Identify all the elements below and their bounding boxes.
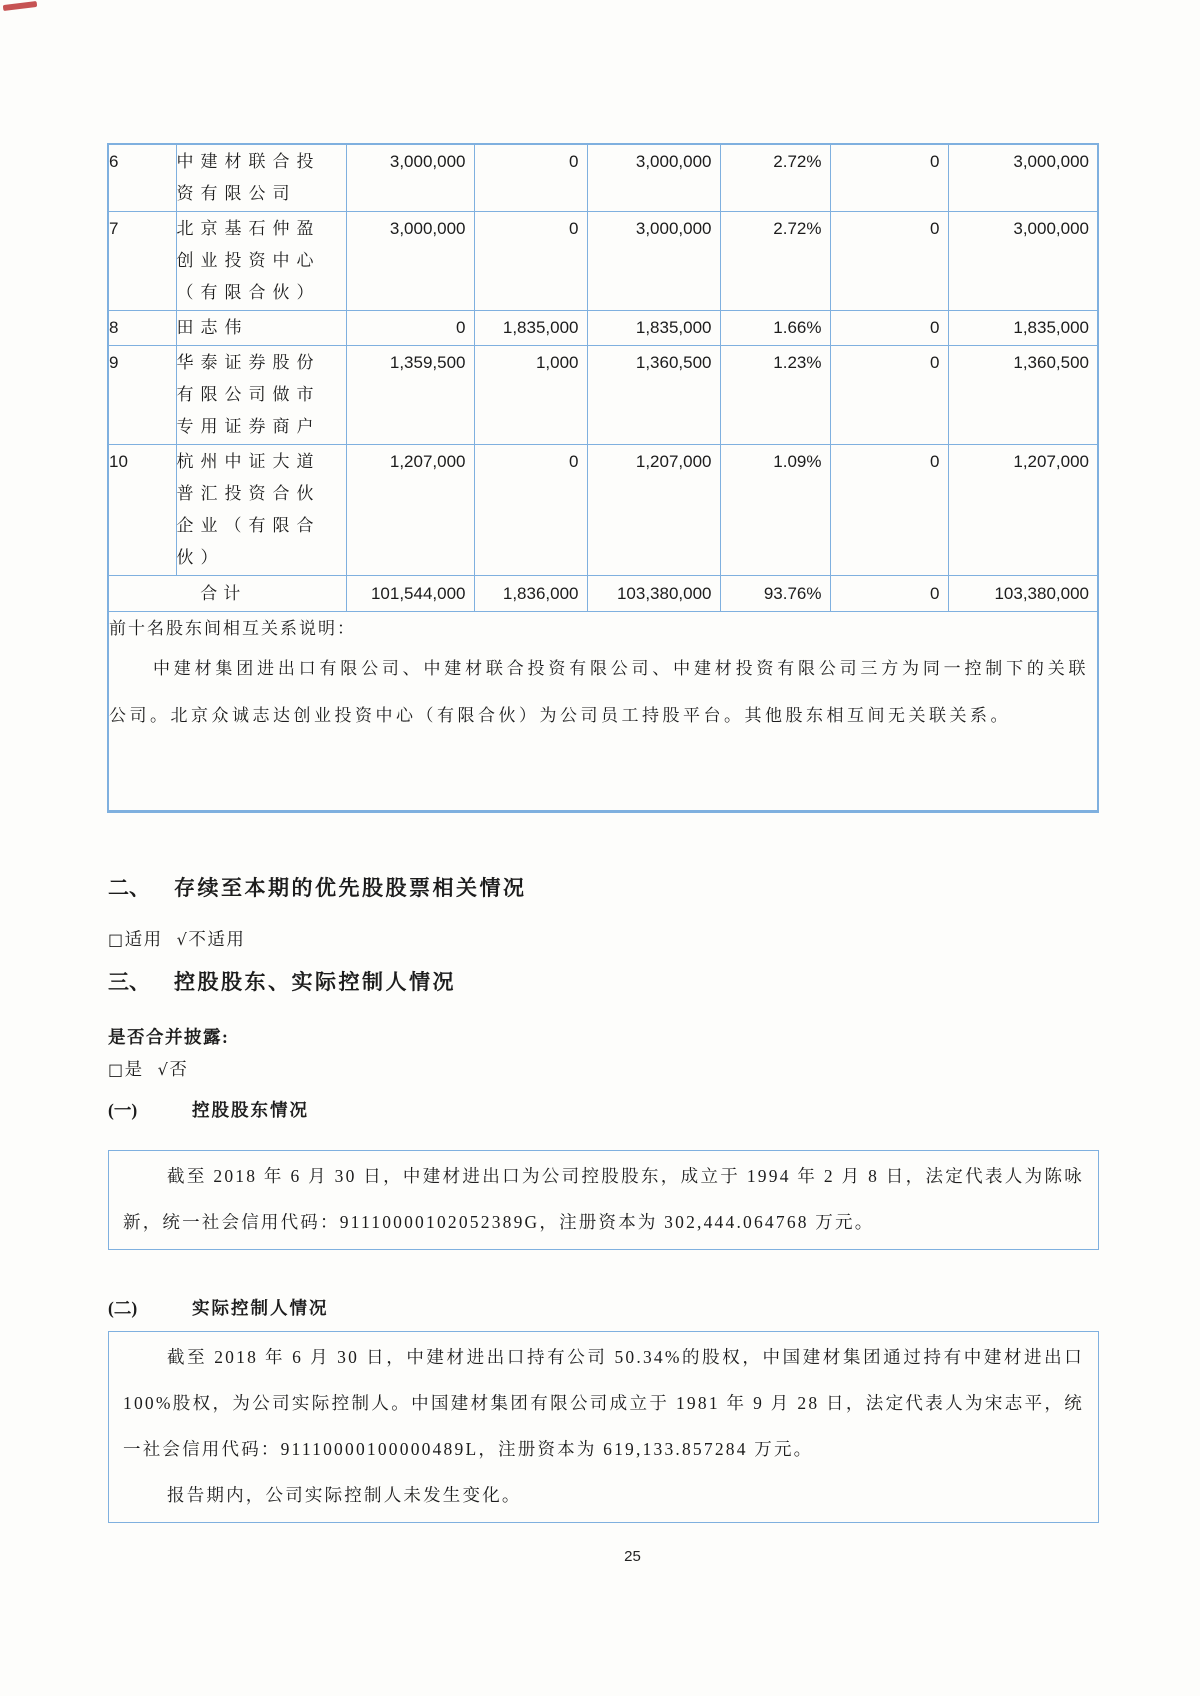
- table-row: [108, 445, 1098, 576]
- actual-controller-box: [108, 1331, 1099, 1523]
- total-row: [108, 576, 1098, 612]
- rank-cell: 6: [108, 144, 176, 212]
- section-3-title: 控股股东、实际控制人情况: [174, 970, 456, 994]
- value-cell: 1,000: [474, 346, 587, 445]
- section-3-2-heading: [108, 1295, 329, 1320]
- total-value-cell: 101,544,000: [346, 576, 474, 612]
- shareholder-name-cell: 田志伟: [176, 311, 346, 346]
- shareholder-name-cell: 杭州中证大道普汇投资合伙企业（有限合伙）: [176, 445, 346, 576]
- rank-cell: 10: [108, 445, 176, 576]
- section-3-1-number: (一): [108, 1100, 138, 1120]
- top-shareholders-table-wrap: [107, 143, 1099, 813]
- total-value-cell: 0: [830, 576, 948, 612]
- value-cell: 0: [474, 212, 587, 311]
- note-title: 前十名股东间相互关系说明：: [109, 619, 356, 638]
- no-label: 否: [169, 1059, 189, 1079]
- page-number: 25: [624, 1548, 641, 1565]
- table-row: [108, 311, 1098, 346]
- section-2-title: 存续至本期的优先股股票相关情况: [174, 876, 527, 900]
- total-value-cell: 103,380,000: [587, 576, 720, 612]
- percent-cell: 1.66%: [720, 311, 830, 346]
- value-cell: 1,207,000: [948, 445, 1098, 576]
- value-cell: 1,360,500: [948, 346, 1098, 445]
- section-3-2-title: 实际控制人情况: [192, 1298, 329, 1318]
- checkbox-unchecked-icon: □: [108, 930, 125, 949]
- value-cell: 0: [346, 311, 474, 346]
- percent-cell: 2.72%: [720, 212, 830, 311]
- yes-label: 是: [124, 1059, 144, 1079]
- total-label-cell: 合计: [108, 576, 346, 612]
- value-cell: 1,359,500: [346, 346, 474, 445]
- checkbox-unchecked-icon: □: [108, 1060, 125, 1079]
- top-shareholders-table: [107, 143, 1099, 813]
- actual-controller-text-2: 报告期内，公司实际控制人未发生变化。: [167, 1485, 522, 1505]
- value-cell: 3,000,000: [948, 144, 1098, 212]
- value-cell: 1,207,000: [346, 445, 474, 576]
- value-cell: 0: [830, 144, 948, 212]
- value-cell: 3,000,000: [587, 144, 720, 212]
- section-3-2-number: (二): [108, 1298, 138, 1318]
- actual-controller-text-1: 截至 2018 年 6 月 30 日，中建材进出口持有公司 50.34%的股权，中国建材集团通过持有中建材进出口 100%股权，为公司实际控制人。中国建材集团有限公司成立于 1981 年 9 月 28 日，法定代表人为宋志平，统一社会信用代码：91110000100000489L，注册资本为 619,133.857284 万元。: [123, 1347, 1084, 1459]
- controlling-shareholder-box: [108, 1150, 1099, 1250]
- shareholder-name-cell: 北京基石仲盈创业投资中心（有限合伙）: [176, 212, 346, 311]
- value-cell: 3,000,000: [346, 212, 474, 311]
- applicable-label: 适用: [124, 929, 163, 949]
- percent-cell: 1.09%: [720, 445, 830, 576]
- section-3-1-title: 控股股东情况: [192, 1100, 309, 1120]
- value-cell: 3,000,000: [346, 144, 474, 212]
- note-body: 中建材集团进出口有限公司、中建材联合投资有限公司、中建材投资有限公司三方为同一控制下的关联公司。北京众诚志达创业投资中心（有限合伙）为公司员工持股平台。其他股东相互间无关联关系。: [109, 659, 1089, 725]
- percent-cell: 1.23%: [720, 346, 830, 445]
- rank-cell: 9: [108, 346, 176, 445]
- check-mark-icon: √: [176, 930, 189, 949]
- section-2-number: 二、: [108, 876, 150, 900]
- shareholder-name-cell: 中建材联合投资有限公司: [176, 144, 346, 212]
- merge-disclosure-label: 是否合并披露:: [108, 1027, 230, 1047]
- value-cell: 1,360,500: [587, 346, 720, 445]
- percent-cell: 2.72%: [720, 144, 830, 212]
- total-percent-cell: 93.76%: [720, 576, 830, 612]
- value-cell: 1,207,000: [587, 445, 720, 576]
- section-3-number: 三、: [108, 970, 150, 994]
- total-value-cell: 1,836,000: [474, 576, 587, 612]
- value-cell: 1,835,000: [587, 311, 720, 346]
- value-cell: 3,000,000: [948, 212, 1098, 311]
- value-cell: 0: [474, 445, 587, 576]
- value-cell: 1,835,000: [948, 311, 1098, 346]
- section-2-heading: [108, 872, 527, 902]
- table-row: [108, 212, 1098, 311]
- rank-cell: 8: [108, 311, 176, 346]
- relationship-note-cell: [108, 612, 1098, 812]
- section-3-1-heading: [108, 1097, 309, 1122]
- section-3-heading: [108, 966, 456, 996]
- check-mark-icon: √: [157, 1060, 170, 1079]
- value-cell: 0: [830, 212, 948, 311]
- value-cell: 0: [474, 144, 587, 212]
- controlling-shareholder-text: 截至 2018 年 6 月 30 日，中建材进出口为公司控股股东，成立于 1994 年 2 月 8 日，法定代表人为陈咏新，统一社会信用代码：91110000102052389G，注册资本为 302,444.064768 万元。: [123, 1166, 1084, 1232]
- value-cell: 3,000,000: [587, 212, 720, 311]
- not-applicable-label: 不适用: [188, 929, 246, 949]
- value-cell: 0: [830, 445, 948, 576]
- shareholder-name-cell: 华泰证券股份有限公司做市专用证券商户: [176, 346, 346, 445]
- section-2-applicability: [108, 926, 245, 951]
- rank-cell: 7: [108, 212, 176, 311]
- total-value-cell: 103,380,000: [948, 576, 1098, 612]
- merge-disclosure-check: [108, 1056, 188, 1081]
- red-pen-mark: [3, 1, 37, 11]
- relationship-note-row: [108, 612, 1098, 812]
- value-cell: 0: [830, 311, 948, 346]
- table-row: [108, 346, 1098, 445]
- table-row: [108, 144, 1098, 212]
- value-cell: 1,835,000: [474, 311, 587, 346]
- value-cell: 0: [830, 346, 948, 445]
